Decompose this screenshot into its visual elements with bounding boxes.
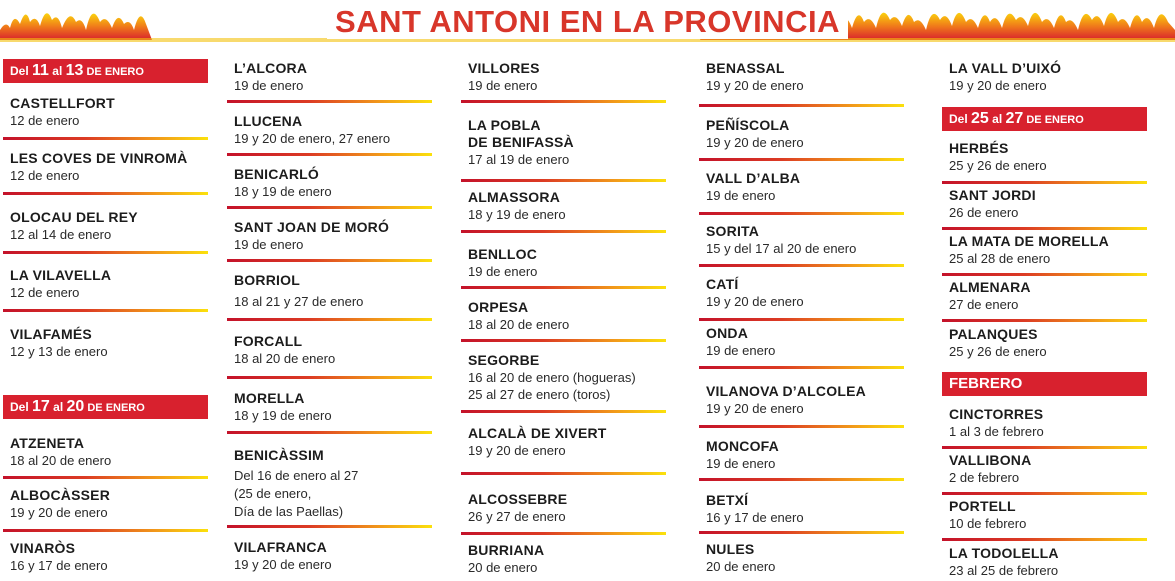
town-name: BENLLOC <box>468 246 538 262</box>
list-item <box>10 540 210 574</box>
separator <box>699 318 904 321</box>
period-header-17-20 <box>3 395 208 419</box>
list-item <box>10 487 210 521</box>
town-name: PORTELL <box>949 498 1016 514</box>
town-name: FORCALL <box>234 333 303 349</box>
separator <box>3 251 208 254</box>
town-date: 25 al 28 de enero <box>949 251 1051 266</box>
town-name: BENICÀSSIM <box>234 447 324 463</box>
list-item <box>10 150 210 184</box>
list-item <box>706 325 906 359</box>
list-item <box>468 117 668 168</box>
list-item <box>10 95 210 129</box>
town-name: NULES <box>706 541 755 557</box>
list-item <box>234 390 434 424</box>
town-date: 19 y 20 de enero <box>234 557 332 572</box>
separator <box>461 179 666 182</box>
list-item <box>468 246 668 280</box>
separator <box>227 525 432 528</box>
town-name: VILAFRANCA <box>234 539 327 555</box>
header-mid: al <box>48 64 66 78</box>
separator <box>227 206 432 209</box>
separator <box>942 273 1147 276</box>
list-item <box>949 140 1149 174</box>
separator <box>699 478 904 481</box>
list-item <box>234 113 434 147</box>
separator <box>699 104 904 107</box>
town-date: 16 y 17 de enero <box>706 510 804 525</box>
list-item <box>10 267 210 301</box>
town-name: SEGORBE <box>468 352 540 368</box>
list-item <box>234 166 434 200</box>
separator <box>3 137 208 140</box>
town-date: 2 de febrero <box>949 470 1020 485</box>
town-date: 20 de enero <box>706 559 776 574</box>
town-name: ALMENARA <box>949 279 1031 295</box>
town-name: ALCALÀ DE XIVERT <box>468 425 607 441</box>
list-item <box>949 545 1149 579</box>
list-item <box>10 435 210 469</box>
list-item <box>949 498 1149 532</box>
separator <box>699 425 904 428</box>
separator <box>699 366 904 369</box>
town-name: VILANOVA D’ALCOLEA <box>706 383 866 399</box>
town-name: VINARÒS <box>10 540 76 556</box>
town-date: 15 y del 17 al 20 de enero <box>706 241 857 256</box>
town-date: 19 de enero <box>234 237 304 252</box>
separator <box>699 158 904 161</box>
town-date: 27 de enero <box>949 297 1019 312</box>
town-date: 19 de enero <box>706 343 776 358</box>
separator <box>942 227 1147 230</box>
town-name: BENASSAL <box>706 60 785 76</box>
town-date: 17 al 19 de enero <box>468 152 570 167</box>
separator <box>942 319 1147 322</box>
list-item <box>949 233 1149 267</box>
separator <box>942 538 1147 541</box>
town-name: ATZENETA <box>10 435 85 451</box>
header-start-day: 17 <box>32 398 50 415</box>
separator <box>461 410 666 413</box>
town-name: MORELLA <box>234 390 305 406</box>
header-month: DE ENERO <box>1023 114 1084 126</box>
town-name: LA TODOLELLA <box>949 545 1059 561</box>
town-name: CASTELLFORT <box>10 95 115 111</box>
separator <box>461 100 666 103</box>
town-date: 19 y 20 de enero <box>706 401 804 416</box>
header-end-day: 13 <box>65 62 84 79</box>
town-date: 12 y 13 de enero <box>10 344 108 359</box>
list-item <box>706 223 906 257</box>
header-mid: al <box>49 400 67 414</box>
list-item <box>468 189 668 223</box>
town-date: 12 de enero <box>10 113 80 128</box>
town-name: VILAFAMÉS <box>10 326 92 342</box>
list-item <box>706 170 906 204</box>
town-name: PEÑÍSCOLA <box>706 117 790 133</box>
town-date: 19 y 20 de enero <box>706 135 804 150</box>
page-title-text: SANT ANTONI EN LA PROVINCIA <box>327 4 848 39</box>
town-date: 18 al 20 de enero <box>10 453 112 468</box>
list-item <box>949 406 1149 440</box>
town-date: Del 16 de enero al 27 (25 de enero, Día de las Paellas) <box>234 468 359 519</box>
town-name: ORPESA <box>468 299 529 315</box>
town-name: HERBÉS <box>949 140 1009 156</box>
separator <box>699 264 904 267</box>
list-item <box>468 542 668 576</box>
header-pre: Del <box>949 112 972 126</box>
town-date: 26 y 27 de enero <box>468 509 566 524</box>
town-name: ALBOCÀSSER <box>10 487 111 503</box>
town-name: BETXÍ <box>706 492 749 508</box>
town-date: 19 y 20 de enero <box>949 78 1047 93</box>
header-pre: Del <box>10 64 33 78</box>
header-mid: al <box>988 112 1006 126</box>
town-date: 19 de enero <box>234 78 304 93</box>
town-name: PALANQUES <box>949 326 1038 342</box>
town-date: 19 y 20 de enero <box>706 294 804 309</box>
town-date: 19 de enero <box>468 78 538 93</box>
town-date: 12 de enero <box>10 285 80 300</box>
list-item <box>468 352 668 403</box>
town-name: BENICARLÓ <box>234 166 320 182</box>
town-date: 16 al 20 de enero (hogueras) 25 al 27 de enero (toros) <box>468 370 636 402</box>
town-date: 12 al 14 de enero <box>10 227 112 242</box>
town-name: CATÍ <box>706 276 739 292</box>
town-name: SANT JORDI <box>949 187 1036 203</box>
town-name: OLOCAU DEL REY <box>10 209 138 225</box>
town-name: ONDA <box>706 325 749 341</box>
separator <box>227 259 432 262</box>
town-date: 18 y 19 de enero <box>234 408 332 423</box>
list-item <box>949 452 1149 486</box>
list-item <box>468 299 668 333</box>
list-item <box>706 117 906 151</box>
page-title <box>0 2 1175 42</box>
separator <box>227 376 432 379</box>
town-date: 18 al 20 de enero <box>234 351 336 366</box>
list-item <box>949 326 1149 360</box>
separator <box>461 532 666 535</box>
header-start-day: 11 <box>32 62 49 79</box>
header-start-day: 25 <box>971 110 989 127</box>
town-name: LA MATA DE MORELLA <box>949 233 1109 249</box>
header-month: DE ENERO <box>84 402 145 414</box>
town-date: 25 y 26 de enero <box>949 158 1047 173</box>
town-date: 18 y 19 de enero <box>468 207 566 222</box>
list-item <box>706 60 906 94</box>
separator <box>699 531 904 534</box>
header-end-day: 27 <box>1005 110 1024 127</box>
list-item <box>949 60 1149 94</box>
town-date: 19 y 20 de enero, 27 enero <box>234 131 391 146</box>
town-date: 18 al 20 de enero <box>468 317 570 332</box>
list-item <box>706 541 906 575</box>
town-date: 18 al 21 y 27 de enero <box>234 294 364 309</box>
town-date: 19 de enero <box>706 188 776 203</box>
list-item <box>234 539 434 573</box>
list-item <box>10 209 210 243</box>
separator <box>942 492 1147 495</box>
separator <box>3 192 208 195</box>
town-name: LES COVES DE VINROMÀ <box>10 150 188 166</box>
period-header-11-13 <box>3 59 208 83</box>
list-item <box>468 425 668 459</box>
list-item <box>706 492 906 526</box>
list-item <box>706 276 906 310</box>
separator <box>461 230 666 233</box>
town-date: 19 y 20 de enero <box>706 78 804 93</box>
town-name: VALLIBONA <box>949 452 1032 468</box>
list-item <box>234 219 434 253</box>
separator <box>3 476 208 479</box>
town-date: 12 de enero <box>10 168 80 183</box>
list-item <box>234 333 434 367</box>
separator <box>3 529 208 532</box>
list-item <box>706 438 906 472</box>
town-date: 10 de febrero <box>949 516 1027 531</box>
separator <box>942 446 1147 449</box>
town-date: 19 y 20 de enero <box>10 505 108 520</box>
separator <box>942 181 1147 184</box>
separator <box>227 318 432 321</box>
separator <box>227 100 432 103</box>
town-name: LA VALL D’UIXÓ <box>949 60 1062 76</box>
list-item <box>468 60 668 94</box>
town-name: BURRIANA <box>468 542 545 558</box>
separator <box>461 286 666 289</box>
town-name: LA POBLA DE BENIFASSÀ <box>468 117 574 150</box>
list-item <box>10 326 210 360</box>
list-item <box>468 491 668 525</box>
header-pre: Del <box>10 400 33 414</box>
town-name: BORRIOL <box>234 272 300 288</box>
separator <box>227 153 432 156</box>
header-end-day: 20 <box>66 398 85 415</box>
town-name: ALCOSSEBRE <box>468 491 568 507</box>
town-date: 1 al 3 de febrero <box>949 424 1044 439</box>
list-item <box>234 272 434 310</box>
town-date: 26 de enero <box>949 205 1019 220</box>
town-name: LLUCENA <box>234 113 303 129</box>
header-month: DE ENERO <box>83 66 144 78</box>
town-date: 18 y 19 de enero <box>234 184 332 199</box>
separator <box>3 309 208 312</box>
period-header-25-27 <box>942 107 1147 131</box>
town-name: VALL D’ALBA <box>706 170 801 186</box>
list-item <box>949 279 1149 313</box>
list-item <box>949 187 1149 221</box>
period-header-febrero: FEBRERO <box>942 372 1147 396</box>
town-name: ALMASSORA <box>468 189 561 205</box>
separator <box>461 472 666 475</box>
town-name: VILLORES <box>468 60 540 76</box>
town-name: L’ALCORA <box>234 60 308 76</box>
town-date: 25 y 26 de enero <box>949 344 1047 359</box>
list-item <box>234 60 434 94</box>
town-date: 20 de enero <box>468 560 538 575</box>
list-item <box>706 383 906 417</box>
town-name: SORITA <box>706 223 760 239</box>
town-name: MONCOFA <box>706 438 779 454</box>
town-date: 19 y 20 de enero <box>468 443 566 458</box>
town-date: 16 y 17 de enero <box>10 558 108 573</box>
town-name: SANT JOAN DE MORÓ <box>234 219 390 235</box>
town-date: 19 de enero <box>706 456 776 471</box>
town-name: CINCTORRES <box>949 406 1044 422</box>
separator <box>461 339 666 342</box>
town-date: 19 de enero <box>468 264 538 279</box>
list-item <box>234 447 434 521</box>
town-date: 23 al 25 de febrero <box>949 563 1059 578</box>
separator <box>227 431 432 434</box>
separator <box>699 212 904 215</box>
town-name: LA VILAVELLA <box>10 267 112 283</box>
